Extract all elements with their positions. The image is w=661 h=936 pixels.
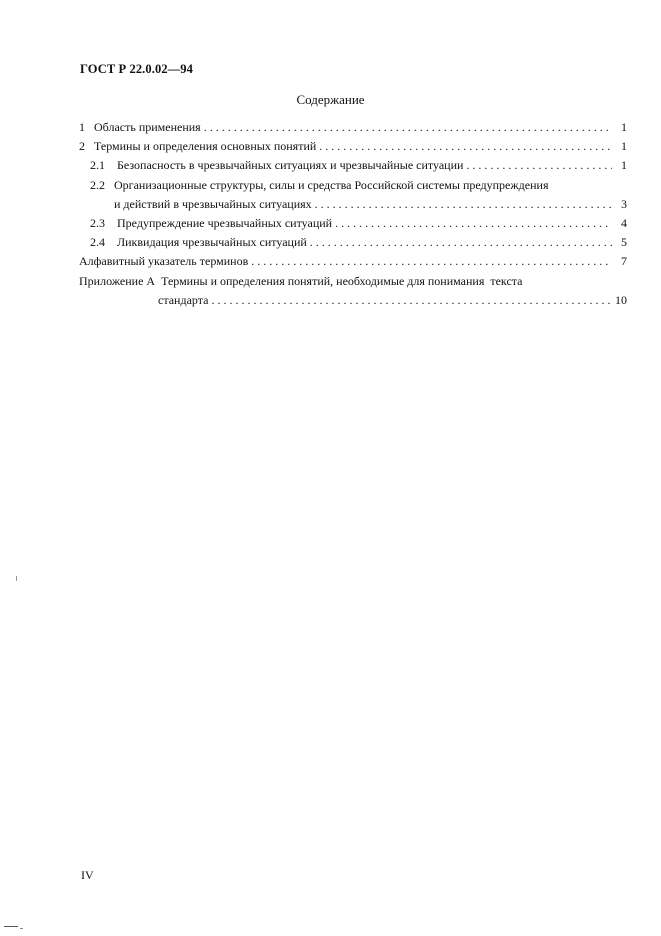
toc-entry[interactable] [79,176,627,195]
toc-title: Содержание [296,92,365,107]
leader-dots [319,137,612,156]
toc-entry-text: Алфавитный указатель терминов [79,254,249,269]
toc-entry-text: Приложение А Термины и определения понятий, необходимые для понимания текста [79,273,523,288]
toc-entry-number: 2.1 [90,158,105,173]
toc-entry[interactable] [79,137,627,156]
toc-entry-page: 1 [621,158,627,173]
leader-dots [204,118,612,137]
table-of-contents [79,118,627,310]
page-number: IV [81,868,94,882]
toc-entry-page: 5 [621,235,627,250]
toc-entry-text: Ликвидация чрезвычайных ситуаций [117,235,307,250]
scan-artifact [20,928,23,929]
leader-dots [466,156,612,175]
leader-dots [315,195,612,214]
toc-entry-continuation[interactable] [79,291,627,310]
toc-entry[interactable] [79,214,627,233]
toc-entry[interactable] [79,233,627,252]
toc-entry-number: 2.3 [90,216,105,231]
toc-entry-text-line2: и действий в чрезвычайных ситуациях [114,196,312,211]
toc-entry-text-line2: стандарта [158,292,209,307]
leader-dots [211,291,612,310]
toc-entry-number: 1 [79,120,85,134]
toc-entry-page: 10 [615,292,627,307]
toc-entry-page: 3 [621,196,627,211]
leader-dots [310,233,612,252]
toc-entry-number: 2.4 [90,235,105,250]
toc-entry-page: 1 [621,120,627,134]
toc-entry[interactable] [79,252,627,271]
toc-entry-page: 1 [621,139,627,154]
toc-entry-continuation[interactable] [79,195,627,214]
leader-dots [251,252,612,271]
leader-dots [335,214,612,233]
toc-entry-text: Безопасность в чрезвычайных ситуациях и чрезвычайные ситуации [117,158,464,173]
toc-entry-text: Термины и определения основных понятий [94,139,317,154]
toc-entry-text: Предупреждение чрезвычайных ситуаций [117,216,333,231]
scan-speck [16,576,17,581]
toc-entry[interactable] [79,118,627,137]
toc-entry-text: Организационные структуры, силы и средства Российской системы предупреждения [114,177,549,192]
toc-entry-page: 7 [621,254,627,269]
document-header: ГОСТ Р 22.0.02—94 [80,62,193,76]
scan-artifact [4,926,18,927]
toc-entry[interactable] [79,156,627,175]
toc-entry-number: 2.2 [90,177,105,192]
toc-entry-number: 2 [79,139,85,154]
toc-entry[interactable] [79,272,627,291]
toc-entry-text: Область применения [94,120,201,134]
toc-entry-page: 4 [621,216,627,231]
